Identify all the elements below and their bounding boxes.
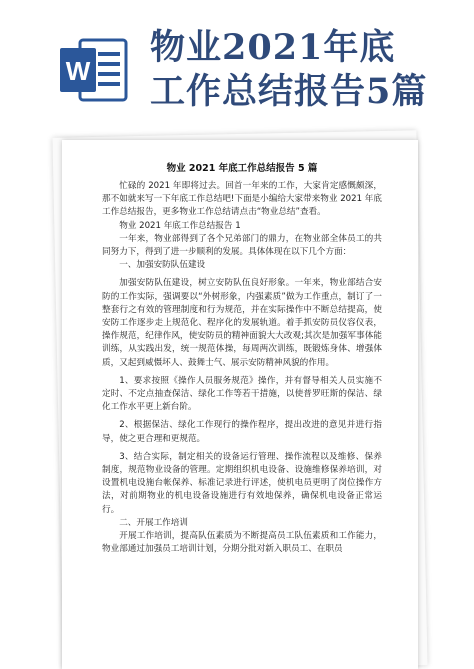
paragraph: 物业 2021 年底工作总结报告 1	[119, 220, 241, 231]
document-title: 物业 2021 年底工作总结报告 5 篇	[166, 163, 318, 174]
paragraph: 加强安防队伍建设，树立安防队伍良好形象。一年来，物业部结合安防的工作实际，强调要以“外树形象，内强素质”做为工作重点，制订了一整套行之有效的管理制度和行为规范，并在实际操作中不断总结提高，使安防工作逐步走上规范化、程序化的发展轨道。着手抓安防员仪容仪表，操作规范，纪律作风，使安防员的精神面貌大大改观;其次是加强军事体能训练，从实践出发，统一规范体操，每周两次训练，既锻炼身体、增强体质，又起到威慑坏人、鼓舞士气、展示安防精神风貌的作用。	[102, 278, 382, 368]
section-heading: 二、开展工作培训	[119, 517, 188, 528]
document-page	[62, 140, 418, 669]
banner-title-line1: 物业2021年底	[150, 27, 396, 68]
word-document-icon	[58, 36, 130, 104]
paragraph: 1、要求按照《操作人员服务规范》操作，并有督导相关人员实施不定时、不定点抽查保洁、绿化工作等若干措施，以使普罗旺斯的保洁、绿化工作水平更上新台阶。	[102, 375, 382, 413]
paragraph: 开展工作培训，提高队伍素质为不断提高员工队伍素质和工作能力，物业部通过加强员工培训计划，分期分批对新入职员工、在职员	[102, 531, 382, 555]
paragraph: 忙碌的 2021 年即将过去。回首一年来的工作，大家肯定感慨颇深，那不如就来写一下年底工作总结吧!下面是小编给大家带来物业 2021 年底工作总结报告，更多物业工作总结请点击“物业总结”查看。	[102, 181, 382, 218]
header-banner	[0, 0, 474, 132]
paragraph: 3、结合实际，制定相关的设备运行管理、操作流程以及维修、保养制度，规范物业设备的管理。定期组织机电设备、设施维修保养培训，对设置机电设施台帐保养、标准记录进行评述，使机电员更明了岗位操作方法，对前期物业的机电设备设施进行有效地保养，确保机电设备正常运行。	[102, 451, 382, 515]
banner-title-line2: 工作总结报告5篇	[150, 71, 428, 112]
logo-letter: W	[65, 56, 91, 86]
paragraph: 一年来，物业部得到了各个兄弟部门的鼎力，在物业部全体员工的共同努力下，得到了进一步顺利的发展。具体体现在以下几个方面：	[102, 233, 382, 258]
paragraph: 2、根据保洁、绿化工作现行的操作程序，提出改进的意见并进行指导，使之更合理和更规范。	[102, 420, 382, 444]
section-heading: 一、加强安防队伍建设	[119, 260, 206, 271]
banner-title	[150, 26, 470, 114]
